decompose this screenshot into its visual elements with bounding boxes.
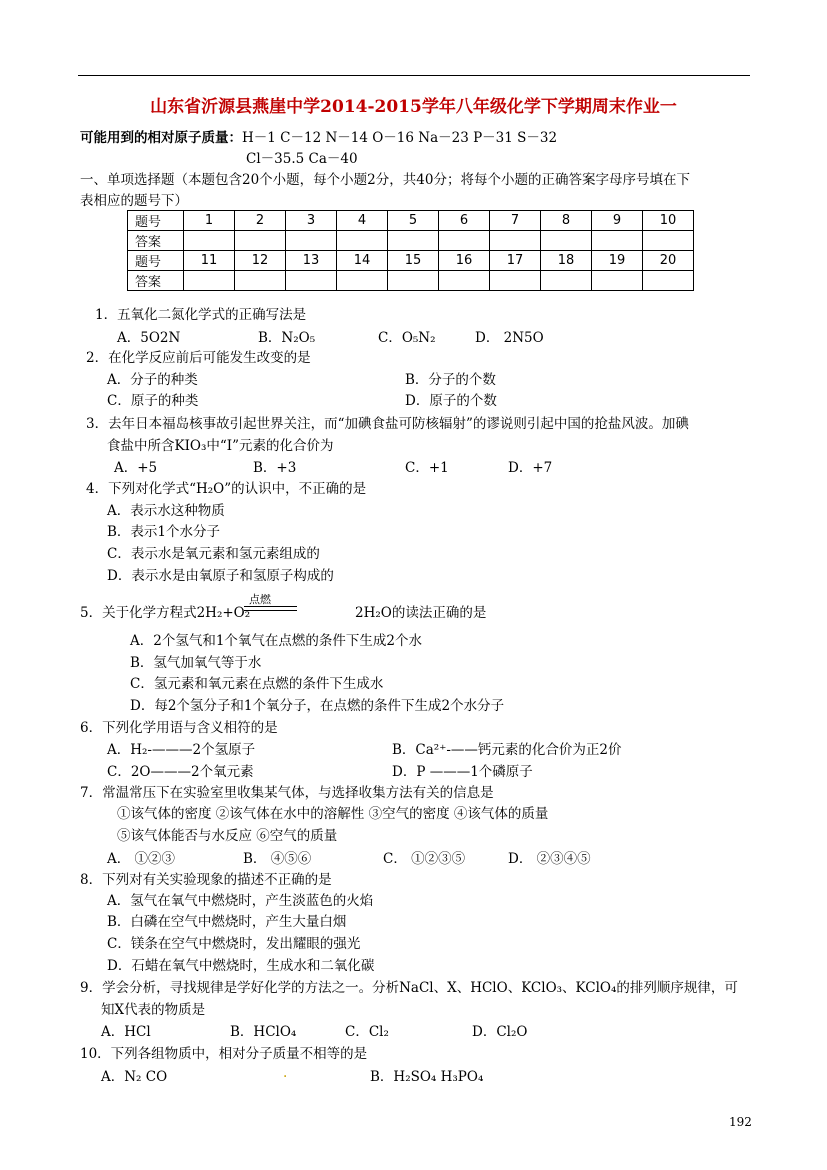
table-cell: 答案 (128, 231, 184, 251)
atomic-mass-values-1: H－1 C－12 N－14 O－16 Na－23 P－31 S－32 (242, 130, 558, 146)
answer-cell[interactable] (184, 271, 235, 291)
answer-cell[interactable] (388, 271, 439, 291)
answer-cell[interactable] (490, 271, 541, 291)
q7-option-a[interactable]: A． ①②③ (107, 851, 176, 867)
page-title: 山东省沂源县燕崖中学2014-2015学年八年级化学下学期周末作业一 (150, 97, 677, 117)
q10-option-a[interactable]: A．N₂ CO (101, 1069, 168, 1085)
answer-cell[interactable] (541, 271, 592, 291)
section-heading-line1: 一、单项选择题（本题包含20个小题，每个小题2分，共40分；将每个小题的正确答案字母序号填在下 (80, 172, 690, 188)
q6-option-d[interactable]: D．P ———1个磷原子 (392, 764, 533, 780)
q1-option-b[interactable]: B．N₂O₅ (258, 330, 316, 346)
answer-cell[interactable] (286, 271, 337, 291)
atomic-mass-label: 可能用到的相对原子质量： (80, 130, 242, 146)
table-cell: 13 (286, 251, 337, 271)
header-rule (78, 75, 750, 76)
table-cell: 答案 (128, 271, 184, 291)
table-cell: 15 (388, 251, 439, 271)
table-cell: 16 (439, 251, 490, 271)
answer-cell[interactable] (439, 271, 490, 291)
table-cell: 题号 (128, 251, 184, 271)
q4-option-a[interactable]: A．表示水这种物质 (107, 503, 225, 519)
q5-stem-pre: 5．关于化学方程式2H₂+O₂ (80, 605, 251, 621)
table-cell: 12 (235, 251, 286, 271)
q3-option-c[interactable]: C．+1 (405, 460, 449, 476)
q5-option-c[interactable]: C．氢元素和氧元素在点燃的条件下生成水 (130, 676, 384, 692)
table-cell: 5 (388, 211, 439, 231)
q2-option-a[interactable]: A．分子的种类 (107, 372, 198, 388)
q6-stem: 6．下列化学用语与含义相符的是 (80, 720, 278, 736)
answer-cell[interactable] (490, 231, 541, 251)
table-cell: 7 (490, 211, 541, 231)
table-cell: 1 (184, 211, 235, 231)
answer-cell[interactable] (592, 271, 643, 291)
q4-option-c[interactable]: C．表示水是氧元素和氢元素组成的 (107, 546, 320, 562)
q8-option-a[interactable]: A．氢气在氧气中燃烧时，产生淡蓝色的火焰 (107, 893, 374, 909)
q2-option-c[interactable]: C．原子的种类 (107, 393, 199, 409)
page-number: 192 (729, 1115, 752, 1129)
table-cell: 6 (439, 211, 490, 231)
table-cell: 题号 (128, 211, 184, 231)
q2-option-d[interactable]: D．原子的个数 (405, 393, 497, 409)
q8-stem: 8．下列对有关实验现象的描述不正确的是 (80, 872, 332, 888)
table-row (128, 211, 694, 231)
q8-option-b[interactable]: B．白磷在空气中燃烧时，产生大量白烟 (107, 914, 347, 930)
answer-cell[interactable] (337, 231, 388, 251)
table-row (128, 271, 694, 291)
table-cell: 17 (490, 251, 541, 271)
q4-option-b[interactable]: B．表示1个水分子 (107, 524, 221, 540)
table-cell: 11 (184, 251, 235, 271)
q5-equals-line-top (244, 606, 297, 607)
table-cell: 19 (592, 251, 643, 271)
table-cell: 2 (235, 211, 286, 231)
q3-option-a[interactable]: A．+5 (114, 460, 158, 476)
q3-option-b[interactable]: B．+3 (253, 460, 297, 476)
table-cell: 18 (541, 251, 592, 271)
q7-option-b[interactable]: B． ④⑤⑥ (243, 851, 312, 867)
q1-option-c[interactable]: C．O₅N₂ (378, 330, 436, 346)
q10-option-b[interactable]: B．H₂SO₄ H₃PO₄ (370, 1069, 484, 1085)
q6-option-b[interactable]: B．Ca²⁺-——钙元素的化合价为正2价 (392, 742, 622, 758)
q5-option-a[interactable]: A．2个氢气和1个氧气在点燃的条件下生成2个水 (130, 633, 423, 649)
q3-stem-line1: 3．去年日本福岛核事故引起世界关注，而“加碘食盐可防核辐射”的谬说则引起中国的抢盐风波。加碘 (86, 416, 689, 432)
q9-option-d[interactable]: D．Cl₂O (472, 1024, 528, 1040)
table-cell: 8 (541, 211, 592, 231)
table-cell: 9 (592, 211, 643, 231)
section-heading-line2: 表相应的题号下） (80, 193, 188, 209)
q9-stem-line2: 知X代表的物质是 (101, 1002, 206, 1018)
q3-stem-line2: 食盐中所含KIO₃中“I”元素的化合价为 (107, 438, 334, 454)
q5-equals-line-bottom (244, 610, 297, 611)
answer-cell[interactable] (337, 271, 388, 291)
atomic-mass-line1 (80, 126, 557, 146)
stray-dot: . (283, 1065, 288, 1081)
answer-cell[interactable] (439, 231, 490, 251)
q8-option-c[interactable]: C．镁条在空气中燃烧时，发出耀眼的强光 (107, 936, 361, 952)
q8-option-d[interactable]: D．石蜡在氧气中燃烧时，生成水和二氧化碳 (107, 958, 375, 974)
answer-cell[interactable] (235, 231, 286, 251)
q9-option-a[interactable]: A．HCl (101, 1024, 151, 1040)
answer-cell[interactable] (592, 231, 643, 251)
answer-cell[interactable] (643, 271, 694, 291)
q5-stem-post: 2H₂O的读法正确的是 (355, 605, 487, 621)
q5-option-d[interactable]: D．每2个氢分子和1个氧分子，在点燃的条件下生成2个水分子 (130, 698, 505, 714)
answer-cell[interactable] (388, 231, 439, 251)
q1-option-d[interactable]: D． 2N5O (475, 330, 544, 346)
answer-cell[interactable] (184, 231, 235, 251)
q4-stem: 4．下列对化学式“H₂O”的认识中，不正确的是 (86, 481, 367, 497)
q1-option-a[interactable]: A．5O2N (117, 330, 181, 346)
q4-option-d[interactable]: D．表示水是由氧原子和氢原子构成的 (107, 568, 334, 584)
q9-option-c[interactable]: C．Cl₂ (345, 1024, 389, 1040)
q9-option-b[interactable]: B．HClO₄ (230, 1024, 297, 1040)
table-cell: 14 (337, 251, 388, 271)
q3-option-d[interactable]: D．+7 (508, 460, 553, 476)
answer-cell[interactable] (643, 231, 694, 251)
q2-option-b[interactable]: B．分子的个数 (405, 372, 496, 388)
answer-cell[interactable] (235, 271, 286, 291)
q10-stem: 10．下列各组物质中，相对分子质量不相等的是 (80, 1046, 368, 1062)
q2-stem: 2．在化学反应前后可能发生改变的是 (86, 350, 311, 366)
table-cell: 4 (337, 211, 388, 231)
q5-option-b[interactable]: B．氢气加氧气等于水 (130, 655, 262, 671)
table-cell: 20 (643, 251, 694, 271)
answer-cell[interactable] (286, 231, 337, 251)
table-cell: 10 (643, 211, 694, 231)
table-row (128, 251, 694, 271)
table-row (128, 231, 694, 251)
q6-option-c[interactable]: C．2O———2个氧元素 (107, 764, 254, 780)
q1-stem: 1．五氧化二氮化学式的正确写法是 (95, 307, 307, 323)
q7-info-line2: ⑤该气体能否与水反应 ⑥空气的质量 (117, 828, 338, 844)
atomic-mass-values-2: Cl－35.5 Ca－40 (246, 151, 358, 167)
q7-option-c[interactable]: C． ①②③⑤ (383, 851, 466, 867)
q9-stem-line1: 9．学会分析，寻找规律是学好化学的方法之一。分析NaCl、X、HClO、KClO₃、KClO₄的排列顺序规律，可 (80, 980, 738, 996)
q6-option-a[interactable]: A．H₂-———2个氢原子 (107, 742, 256, 758)
answer-table (127, 210, 694, 291)
q7-option-d[interactable]: D． ②③④⑤ (508, 851, 591, 867)
answer-cell[interactable] (541, 231, 592, 251)
table-cell: 3 (286, 211, 337, 231)
q7-stem: 7．常温常压下在实验室里收集某气体，与选择收集方法有关的信息是 (80, 785, 494, 801)
q7-info-line1: ①该气体的密度 ②该气体在水中的溶解性 ③空气的密度 ④该气体的质量 (117, 806, 549, 822)
q5-condition: 点燃 (249, 593, 271, 606)
